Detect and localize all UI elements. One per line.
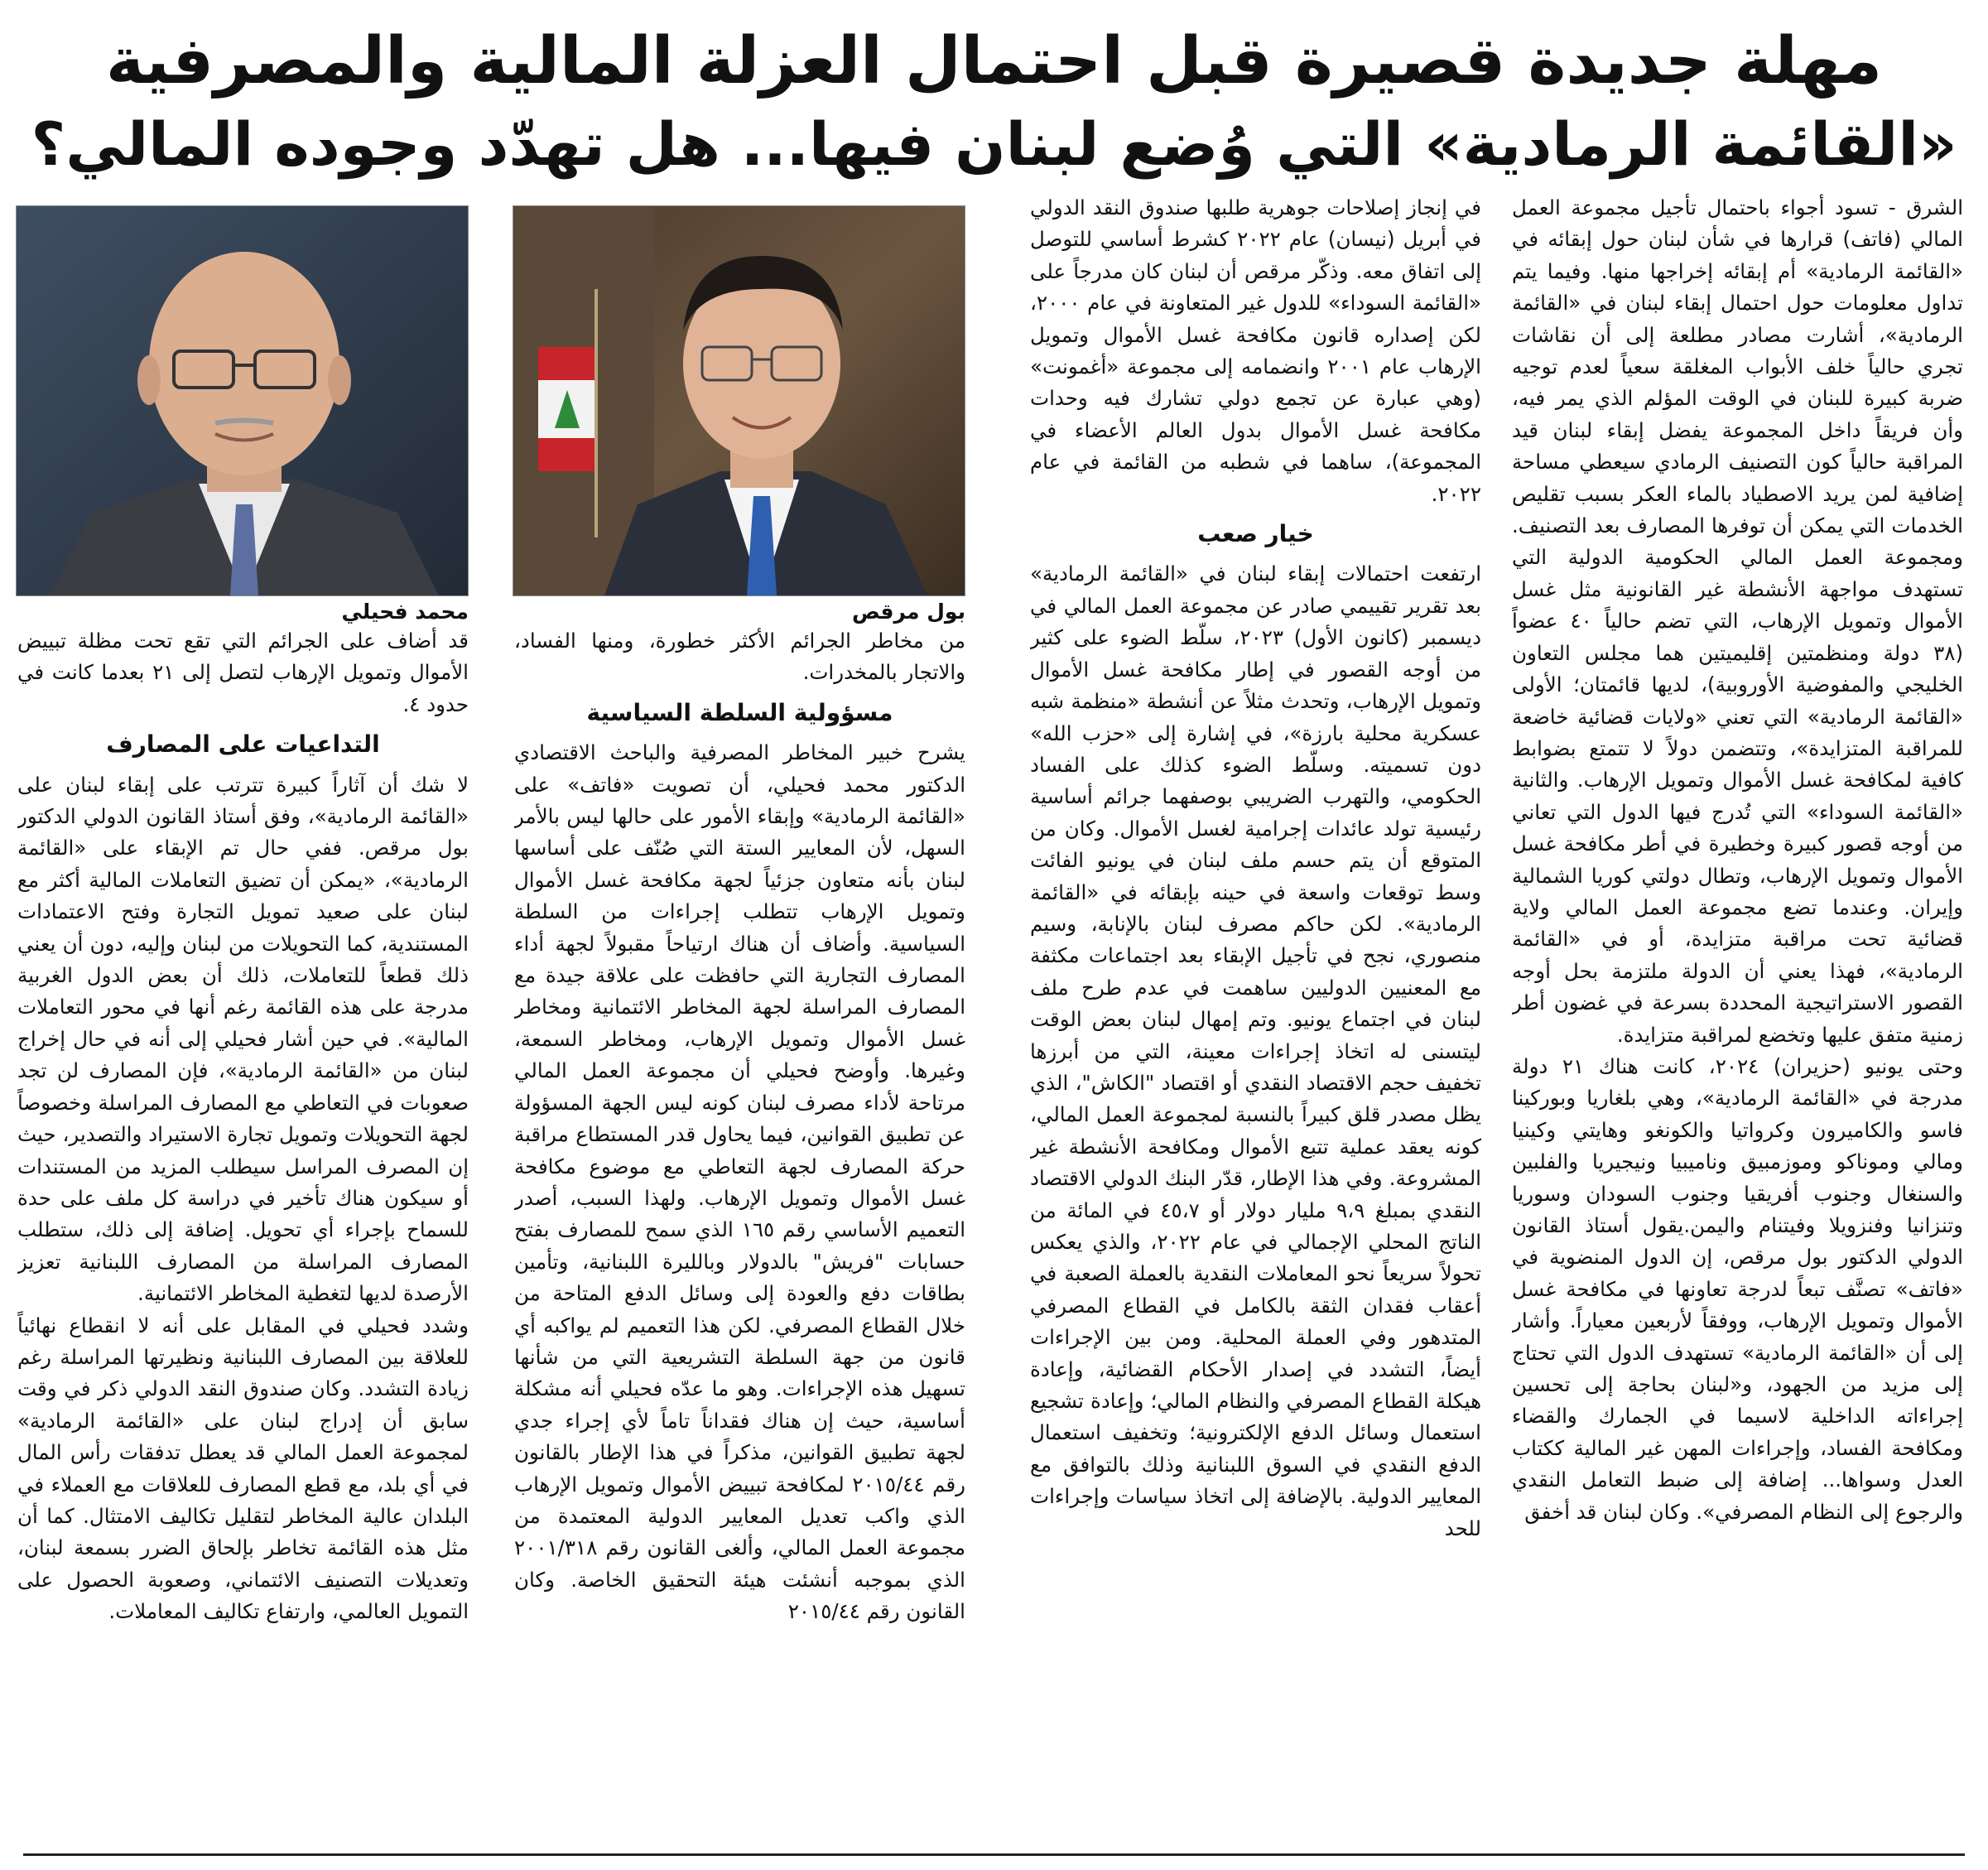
article-paragraph: الشرق - تسود أجواء باحتمال تأجيل مجموعة العمل المالي (فاتف) قرارها في شأن لبنان حول إبقائه في «القائمة الرمادية» أم إبقائه إخراجها منها. وفيما يتم تداول معلومات حول احتمال إبقاء لبنان في «القائمة الرمادية»، أشارت مصادر مطلعة إلى أن نقاشات تجري حالياً خلف الأبواب المغلقة سعياً لعدم توجيه ضربة كبيرة للبنان في الوقت المؤلم الذي يمر فيه، وأن فريقاً داخل المجموعة يفضل إبقاء لبنان قيد المراقبة حالياً كون التصنيف الرمادي سيعطي مساحة إضافية لمن يريد الاصطياد بالماء العكر بسبب تقليص الخدمات التي يمكن أن توفرها المصارف بعد التصنيف. ومجموعة العمل المالي الحكومية الدولية التي تستهدف مواجهة الأنشطة غير القانونية مثل غسل الأموال وتمويل الإرهاب، التي تضم حالياً ٤٠ عضواً (٣٨ دولة ومنظمتين إقليميتين هما مجلس التعاون الخليجي والمفوضية الأوروبية)، لديها قائمتان؛ الأولى «القائمة الرمادية» التي تعني «ولايات قضائية خاضعة للمراقبة المتزايدة»، وتتضمن دولاً لا تتمتع بضوابط كافية لمكافحة غسل الأموال وتمويل الإرهاب. والثانية «القائمة السوداء» التي تُدرج فيها الدول التي تعاني من أوجه قصور كبيرة وخطيرة في أطر مكافحة غسل الأموال وتمويل الإرهاب، وتطال دولتي كوريا الشمالية وإيران. وعندما تضع مجموعة العمل المالي ولاية قضائية تحت مراقبة متزايدة، أو في «القائمة الرمادية»، فهذا يعني أن الدولة ملتزمة بحل أوجه القصور الاستراتيجية المحددة بسرعة في غضون أطر زمنية متفق عليها وتخضع لمراقبة متزايدة.: [1512, 195, 1963, 1047]
article-paragraph: لا شك أن آثاراً كبيرة تترتب على إبقاء لبنان على «القائمة الرمادية»، وفق أستاذ القانون الدولي الدكتور بول مرقص. ففي حال تم الإبقاء على «القائمة الرمادية»، «يمكن أن تضيق التعاملات المالية أكثر مع لبنان على صعيد تمويل التجارة وفتح الاعتمادات المستندية، كما التحويلات من لبنان وإليه، دون أن يعني ذلك قطعاً للتعاملات، ذلك أن بعض الدول الغربية مدرجة على هذه القائمة رغم أنها في محور التعاملات المالية». في حين أشار فحيلي إلى أنه في حال إخراج لبنان من «القائمة الرمادية»، فإن المصارف لن تجد صعوبات في التعاطي مع المصارف المراسلة وخصوصاً لجهة التحويلات وتمويل تجارة الاستيراد والتصدير، حيث إن المصرف المراسل سيطلب المزيد من المستندات أو سيكون هناك تأخير في دراسة كل ملف على حدة للسماح بإجراء أي تحويل. إضافة إلى ذلك، ستطلب المصارف المراسلة من المصارف اللبنانية تعزيز الأرصدة لديها لتغطية المخاطر الائتمانية.: [17, 772, 469, 1306]
subheading-political-responsibility: مسؤولية السلطة السياسية: [586, 698, 893, 726]
subheading-bank-repercussions: التداعيات على المصارف: [106, 730, 380, 759]
subheading-difficult-choice: خيار صعب: [1197, 520, 1314, 548]
portrait-image: [513, 206, 965, 595]
article-column-2: [1030, 192, 1481, 1842]
article-paragraph: قد أضاف على الجرائم التي تقع تحت مظلة تبييض الأموال وتمويل الإرهاب لتصل إلى ٢١ بعدما كانت في حدود ٤.: [17, 629, 469, 716]
bottom-rule: [23, 1853, 1965, 1856]
caption-mohammad-fheili: محمد فحيلي: [341, 600, 469, 624]
article-paragraph: من مخاطر الجرائم الأكثر خطورة، ومنها الفساد، والاتجار بالمخدرات.: [514, 629, 965, 685]
article-paragraph: في إنجاز إصلاحات جوهرية طلبها صندوق النقد الدولي في أبريل (نيسان) عام ٢٠٢٢ كشرط أساسي للتوصل إلى اتفاق معه. وذكّر مرقص أن لبنان كان مدرجاً على «القائمة السوداء» للدول غير المتعاونة في عام ٢٠٠٠، لكن إصداره قانون مكافحة غسل الأموال وتمويل الإرهاب عام ٢٠٠١ وانضمامه إلى مجموعة «أغمونت» (وهي عبارة عن تجمع دولي تشارك فيه وحدات مكافحة غسل الأموال بدول العالم الأعضاء في المجموعة)، ساهما في شطبه من القائمة في عام ٢٠٢٢.: [1030, 195, 1481, 506]
article-column-4: [17, 625, 469, 1843]
article-paragraph: ارتفعت احتمالات إبقاء لبنان في «القائمة الرمادية» بعد تقرير تقييمي صادر عن مجموعة العمل المالي في ديسمبر (كانون الأول) ٢٠٢٣، سلّط الضوء على كثير من أوجه القصور في إطار مكافحة غسل الأموال وتمويل الإرهاب، وتحدث مثلاً عن أنشطة «منظمة شبه عسكرية محلية بارزة»، في إشارة إلى «حزب الله» دون تسميته. وسلّط الضوء كذلك على الفساد الحكومي، والتهرب الضريبي بوصفهما جرائم أساسية رئيسية تولد عائدات إجرامية لغسل الأموال. وكان من المتوقع أن يتم حسم ملف لبنان في يونيو الفائت وسط توقعات واسعة في حينه بإبقائه في «القائمة الرمادية». لكن حاكم مصرف لبنان بالإنابة، وسيم منصوري، نجح في تأجيل الإبقاء بعد اجتماعات مكثفة مع المعنيين الدوليين ساهمت في عدم طرح ملف لبنان في اجتماع يونيو. وتم إمهال لبنان بعض الوقت ليتسنى له اتخاذ إجراءات معينة، التي من أبرزها تخفيف حجم الاقتصاد النقدي أو اقتصاد "الكاش"، الذي يظل مصدر قلق كبيراً بالنسبة لمجموعة العمل المالي، كونه يعقد عملية تتبع الأموال ومكافحة الأنشطة غير المشروعة. وفي هذا الإطار، قدّر البنك الدولي الاقتصاد النقدي بمبلغ ٩،٩ مليار دولار أو ٤٥،٧ في المائة من الناتج المحلي الإجمالي في عام ٢٠٢٢، والذي يعكس تحولاً سريعاً نحو المعاملات النقدية بالعملة الصعبة في أعقاب فقدان الثقة بالكامل في القطاع المصرفي المتدهور وفي العملة المحلية. ومن بين الإجراءات أيضاً، التشدد في إصدار الأحكام القضائية، وإعادة هيكلة القطاع المصرفي والنظام المالي؛ وإعادة تشجيع استعمال وسائل الدفع الإلكترونية؛ وتخفيف استعمال الدفع النقدي في السوق اللبنانية وذلك بالتوافق مع المعايير الدولية. بالإضافة إلى اتخاذ سياسات وإجراءات للحد: [1030, 561, 1481, 1540]
portrait-image: [17, 206, 468, 595]
article-paragraph: وشدد فحيلي في المقابل على أنه لا انقطاع نهائياً للعلاقة بين المصارف اللبنانية ونظيرتها المراسلة رغم زيادة التشدد. وكان صندوق النقد الدولي ذكر في وقت سابق أن إدراج لبنان على «القائمة الرمادية» لمجموعة العمل المالي قد يعطل تدفقات رأس المال في أي بلد، مع قطع المصارف للعلاقات مع العملاء في البلدان عالية المخاطر لتقليل تكاليف الامتثال. كما أن مثل هذه القائمة تخاطر بإلحاق الضرر بسمعة لبنان، وتعديلات التصنيف الائتماني، وصعوبة الحصول على التمويل العالمي، وارتفاع تكاليف المعاملات.: [17, 1313, 469, 1624]
headline-line-1: مهلة جديدة قصيرة قبل احتمال العزلة المالية والمصرفية: [105, 24, 1883, 99]
photo-mohammad-fheili: [16, 205, 469, 596]
article-paragraph: يشرح خبير المخاطر المصرفية والباحث الاقتصادي الدكتور محمد فحيلي، أن تصويت «فاتف» على «القائمة الرمادية» وإبقاء الأمور على حالها ليس بالأمر السهل، لأن المعايير الستة التي صُنّف على أساسها لبنان بأنه متعاون جزئياً لجهة مكافحة غسل الأموال وتمويل الإرهاب تتطلب إجراءات من السلطة السياسية. وأضاف أن هناك ارتياحاً مقبولاً لجهة أداء المصارف التجارية التي حافظت على علاقة جيدة مع المصارف المراسلة لجهة المخاطر الائتمانية ومخاطر غسل الأموال وتمويل الإرهاب، ومخاطر السمعة، وغيرها. وأوضح فحيلي أن مجموعة العمل المالي مرتاحة لأداء مصرف لبنان كونه ليس الجهة المسؤولة عن تطبيق القوانين، فيما يحاول قدر المستطاع مراقبة حركة المصارف لجهة التعاطي مع موضوع مكافحة غسل الأموال وتمويل الإرهاب. ولهذا السبب، أصدر التعميم الأساسي رقم ١٦٥ الذي سمح للمصارف بفتح حسابات "فريش" بالدولار وبالليرة اللبنانية، وتأمين بطاقات دفع والعودة إلى وسائل الدفع المتاحة من خلال القطاع المصرفي. لكن هذا التعميم لم يواكبه أي قانون من جهة السلطة التشريعية التي من شأنها تسهيل هذه الإجراءات. وهو ما عدّه فحيلي أنه مشكلة أساسية، حيث إن هناك فقداناً تاماً لأي إجراء جدي لجهة تطبيق القوانين، مذكراً في هذا الإطار بالقانون رقم ٢٠١٥/٤٤ لمكافحة تبييض الأموال وتمويل الإرهاب الذي واكب تعديل المعايير الدولية المعتمدة من مجموعة العمل المالي، وألغى القانون رقم ٢٠٠١/٣١٨ الذي بموجبه أنشئت هيئة التحقيق الخاصة. وكان القانون رقم ٢٠١٥/٤٤: [514, 740, 965, 1624]
headline-line-2: «القائمة الرمادية» التي وُضع لبنان فيها... هل تهدّد وجوده المالي؟: [31, 109, 1957, 179]
article-column-3: [514, 625, 965, 1843]
article-paragraph: وحتى يونيو (حزيران) ٢٠٢٤، كانت هناك ٢١ دولة مدرجة في «القائمة الرمادية»، وهي بلغاريا وبوركينا فاسو والكاميرون وكرواتيا والكونغو وهايتي وكينيا ومالي وموناكو وموزمبيق وناميبيا ونيجيريا والفلبين والسنغال وجنوب أفريقيا وجنوب السودان وسوريا وتنزانيا وفنزويلا وفيتنام واليمن.يقول أستاذ القانون الدولي الدكتور بول مرقص، إن الدول المنضوية في «فاتف» تصنَّف تبعاً لدرجة تعاونها في مكافحة غسل الأموال وتمويل الإرهاب، ووفقاً لأربعين معياراً. وأشار إلى أن «القائمة الرمادية» تستهدف الدول التي تحتاج إلى مزيد من الجهود، و«لبنان بحاجة إلى تحسين إجراءاته الداخلية لاسيما في الجمارك والقضاء ومكافحة الفساد، وإجراءات المهن غير المالية ككتاب العدل وسواها... إضافة إلى ضبط التعامل النقدي والرجوع إلى النظام المصرفي». وكان لبنان قد أخفق: [1512, 1053, 1963, 1524]
caption-paul-marcos: بول مرقص: [852, 600, 965, 624]
photo-paul-marcos: [513, 205, 965, 596]
article-column-1: [1512, 192, 1963, 1842]
